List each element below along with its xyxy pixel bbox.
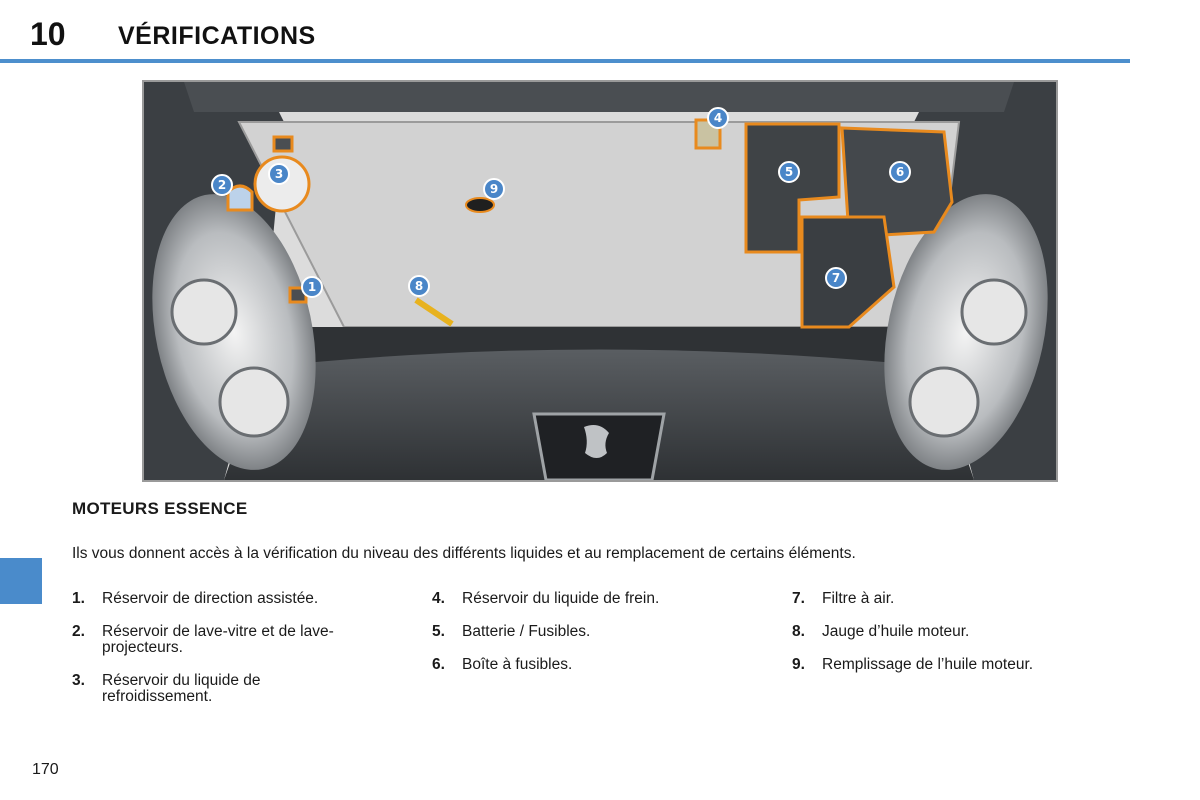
legend-number: 4. (432, 590, 445, 607)
legend-item-4 (432, 591, 762, 607)
callout-4: 4 (713, 111, 723, 125)
callout-1: 1 (307, 280, 317, 294)
legend-number: 5. (432, 623, 445, 640)
legend-text: Batterie / Fusibles. (462, 623, 591, 640)
legend-text: Réservoir du liquide de refroidissement. (102, 672, 261, 705)
legend-number: 6. (432, 656, 445, 673)
engine-bay-illustration (142, 80, 1058, 482)
chapter-number: 10 (30, 16, 66, 52)
chapter-title: VÉRIFICATIONS (118, 22, 316, 50)
legend-number: 9. (792, 656, 805, 673)
legend-item-3 (72, 673, 332, 705)
legend-item-8 (792, 624, 1122, 640)
legend-text: Filtre à air. (822, 590, 895, 607)
legend-column-3 (792, 591, 1122, 690)
legend-item-9 (792, 657, 1122, 673)
legend-text: Jauge d’huile moteur. (822, 623, 970, 640)
legend-item-6 (432, 657, 762, 673)
legend-item-2 (72, 624, 402, 656)
legend-number: 1. (72, 590, 85, 607)
callout-7: 7 (831, 271, 841, 285)
legend-item-1 (72, 591, 402, 607)
section-heading: MOTEURS ESSENCE (72, 499, 248, 518)
legend-number: 8. (792, 623, 805, 640)
page-number: 170 (32, 761, 59, 778)
legend-text: Réservoir du liquide de frein. (462, 590, 660, 607)
legend-item-7 (792, 591, 1122, 607)
legend-text: Remplissage de l’huile moteur. (822, 656, 1034, 673)
callout-9: 9 (489, 182, 499, 196)
header-rule (0, 59, 1130, 63)
legend-text: Réservoir de direction assistée. (102, 590, 319, 607)
callout-8: 8 (414, 279, 424, 293)
legend-text: Boîte à fusibles. (462, 656, 573, 673)
callout-6: 6 (895, 165, 905, 179)
legend-number: 3. (72, 672, 85, 689)
callout-2: 2 (217, 178, 227, 192)
callout-3: 3 (274, 167, 284, 181)
legend-column-2 (432, 591, 762, 690)
intro-paragraph: Ils vous donnent accès à la vérification du niveau des différents liquides et au remplacement de certains éléments. (72, 545, 856, 562)
callout-5: 5 (784, 165, 794, 179)
legend-text: Réservoir de lave-vitre et de lave-projecteurs. (102, 623, 334, 656)
legend-number: 2. (72, 623, 85, 640)
legend-number: 7. (792, 590, 805, 607)
chapter-side-tab (0, 558, 42, 604)
legend-column-1 (72, 591, 402, 722)
legend-item-5 (432, 624, 762, 640)
